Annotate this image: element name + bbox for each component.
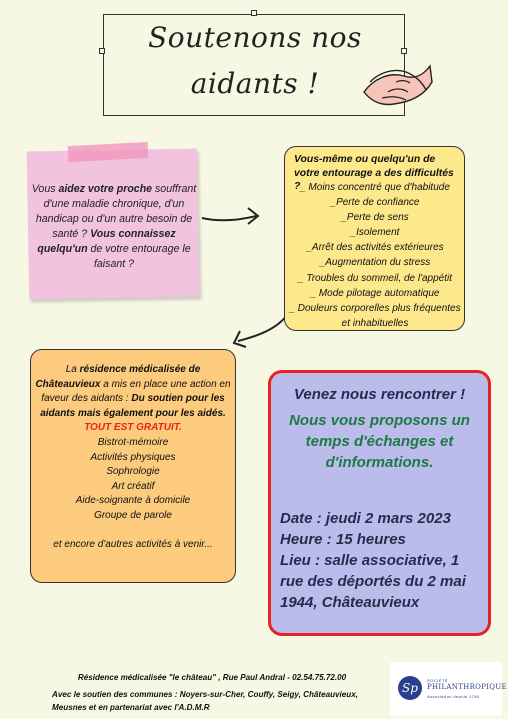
list-item: _Perte de sens [341,212,409,224]
difficulties-heading: Vous-même ou quelqu'un de votre entourage a des difficultés ? [294,154,454,192]
footer-partners: Avec le soutien des communes : Noyers-sur-Cher, Couffy, Seigy, Châteauvieux, Meusnes et en partenariat avec l'A.D.M.R [52,690,359,712]
logo-tagline: Association depuis 1780 [427,694,480,699]
list-item: _ Mode pilotage automatique [310,287,440,299]
residence-intro: La résidence médicalisée de Châteauvieux a mis en place une action en faveur des aidants : Du soutien pour les aidants mais également pour les aidés. TOUT EST GRATUIT. [35,364,231,434]
more-activities: et encore d'autres activités à venir... [53,538,213,550]
title-handle-top [251,10,257,16]
title-line-2: aidants ! [190,67,320,100]
event-date: Date : jeudi 2 mars 2023 [280,510,451,527]
event-details [280,508,485,613]
title-handle-left [99,48,105,54]
footer-address: Résidence médicalisée "le château" , Rue Paul Andral - 02.54.75.72.00 [77,673,347,682]
footer [52,672,372,714]
arrow-right-icon [196,200,266,230]
logo-top-text: SOCIÉTÉ [427,678,449,683]
event-offer: Nous vous proposons un temps d'échanges et d'informations. [289,412,470,471]
list-item: _ Troubles du sommeil, de l'appétit [297,272,453,284]
list-item: _Augmentation du stress [319,257,431,269]
title-line-1: Soutenons nos [148,21,362,54]
helping-hands-icon [360,52,434,114]
list-item: _ Moins concentré que d'habitude [300,182,450,193]
difficulties-list [289,180,461,331]
event-heading: Venez nous rencontrer ! [293,386,466,403]
list-item: Groupe de parole [94,509,172,521]
list-item: Aide-soignante à domicile [75,495,191,507]
free-badge: TOUT EST GRATUIT. [84,422,182,434]
event-place: Lieu : salle associative, 1 rue des déportés du 2 mai 1944, Châteauvieux [280,552,466,611]
list-item: Sophrologie [106,466,160,478]
list-item: _Perte de confiance [330,197,420,209]
list-item: _ Douleurs corporelles plus fréquentes et inhabituelles [289,302,461,329]
logo-name: PHILANTHROPIQUE [427,683,507,691]
caregiver-question: Vous aidez votre proche souffrant d'une maladie chronique, d'un handicap ou d'un autre besoin de santé ? Vous connaissez quelqu'un de votre entourage le faisant ? [31,183,197,270]
event-time: Heure : 15 heures [280,531,406,548]
list-item: _Isolement [350,227,400,239]
list-item: Art créatif [111,480,155,492]
residence-text [35,363,231,552]
list-item: Bistrot-mémoire [97,436,169,448]
logo-monogram: Sp [398,676,422,700]
list-item: _Arrêt des activités extérieures [306,242,444,254]
list-item: Activités physiques [90,451,176,463]
